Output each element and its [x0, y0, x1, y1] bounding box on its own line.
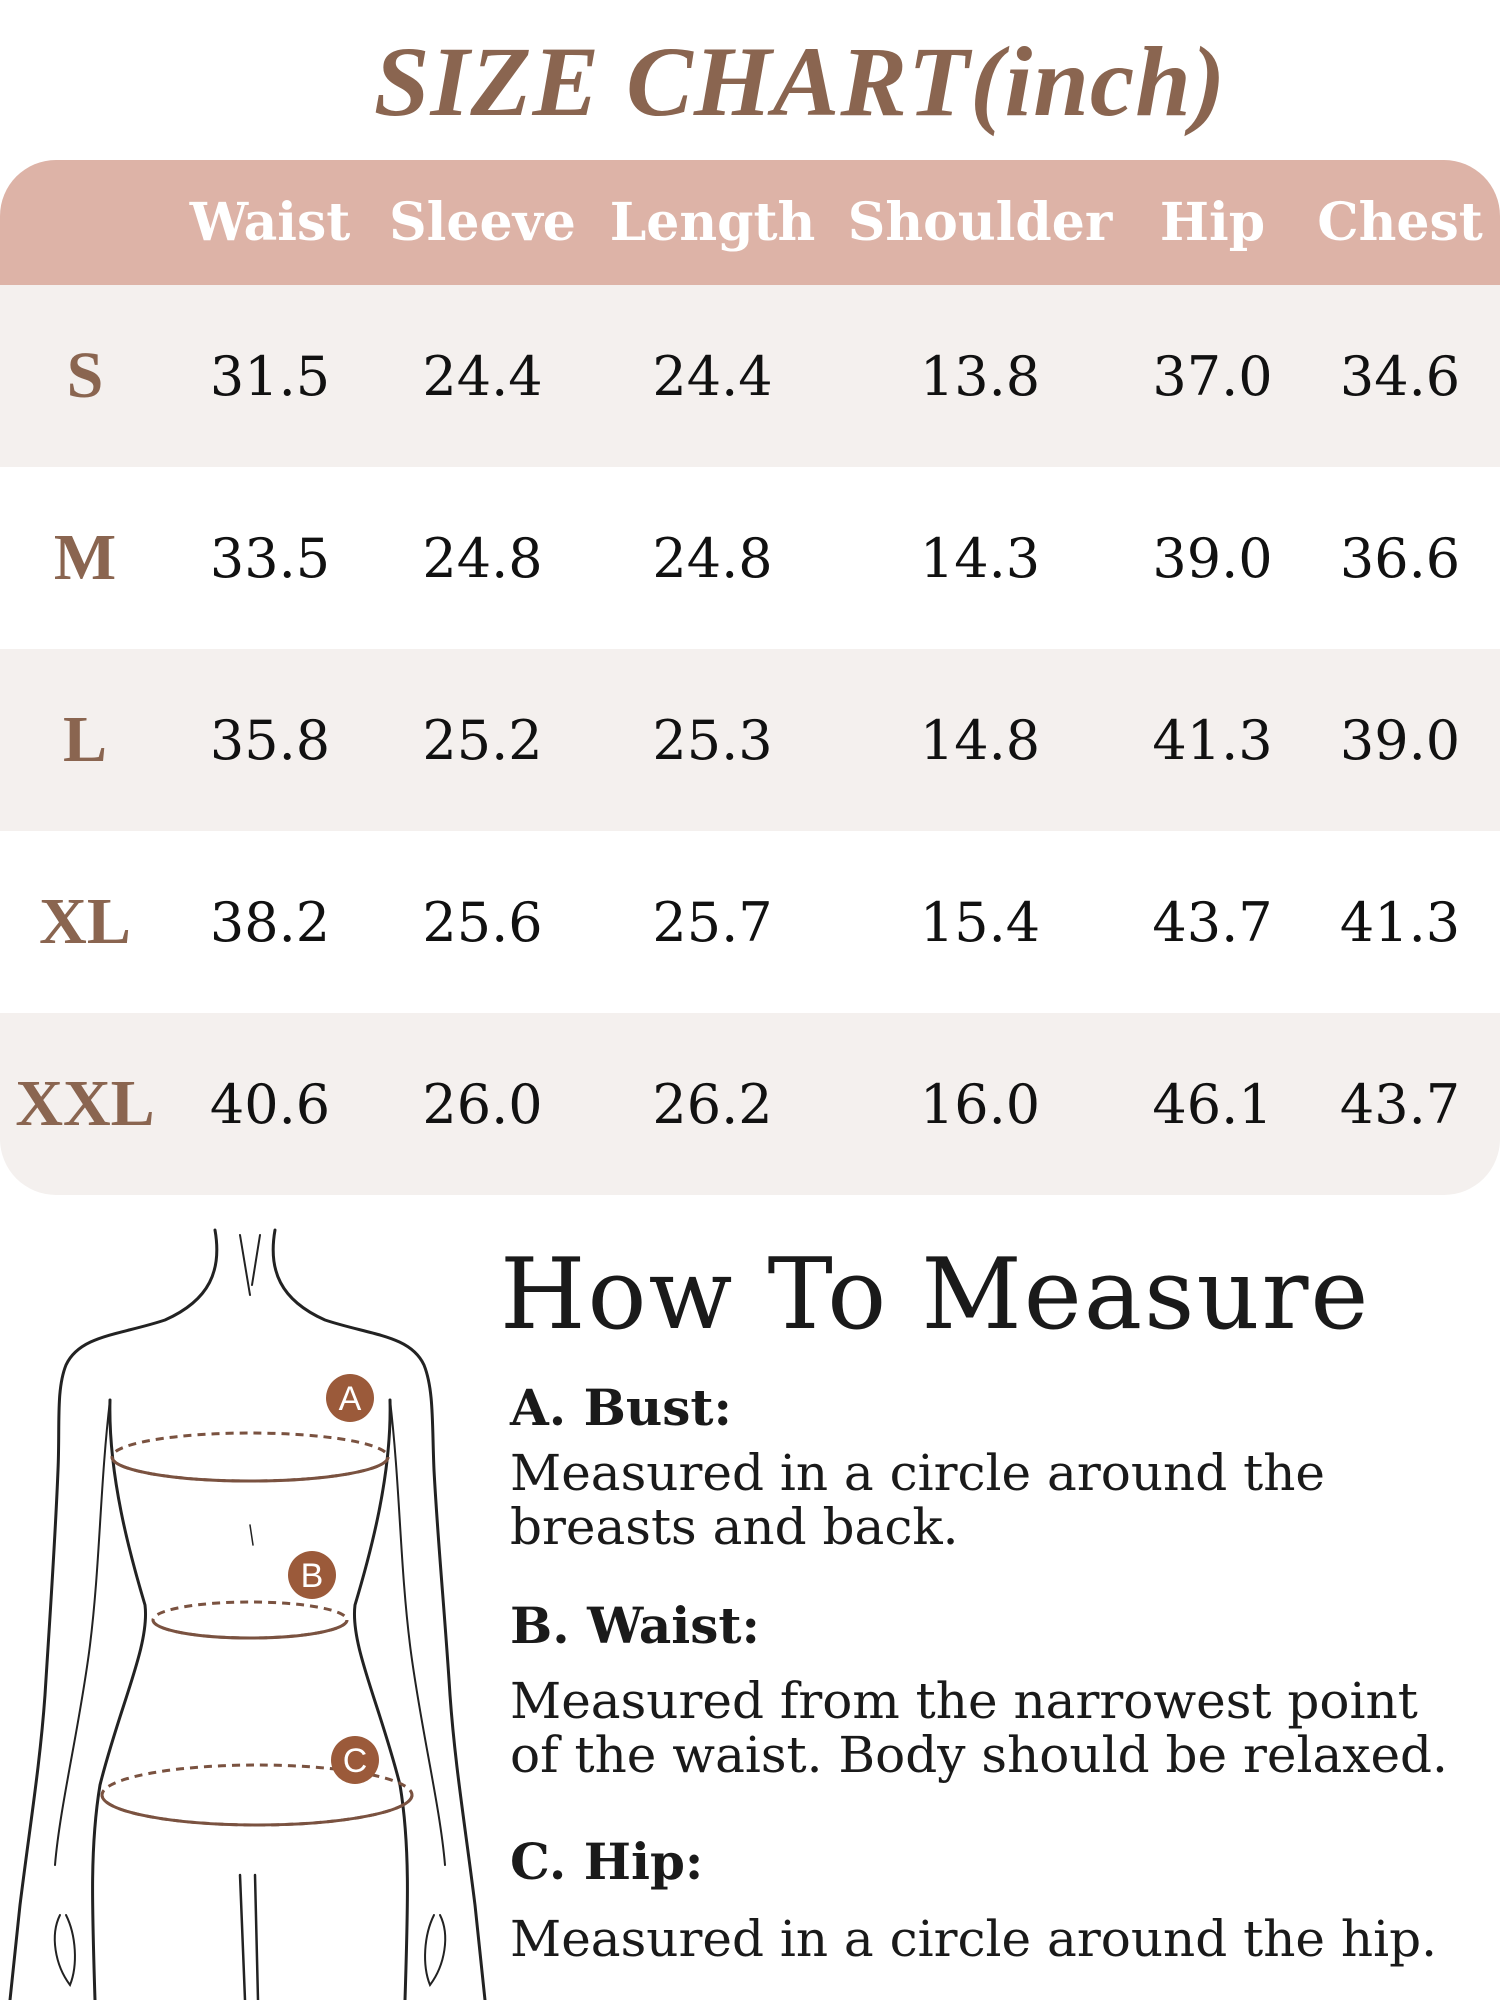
- table-cell: 35.8: [209, 708, 331, 772]
- hip-description: [510, 1912, 1500, 1966]
- table-cell: 41.3: [1339, 890, 1461, 954]
- table-cell: 14.8: [919, 708, 1041, 772]
- table-cell: 31.5: [209, 344, 331, 408]
- table-cell: 14.3: [919, 526, 1041, 590]
- bust-label: A. Bust:: [510, 1378, 732, 1437]
- size-label: XXL: [15, 1067, 155, 1140]
- table-cell: 43.7: [1152, 890, 1273, 954]
- table-cell: 40.6: [209, 1072, 331, 1136]
- size-label: S: [66, 339, 104, 412]
- size-label: M: [53, 521, 117, 594]
- column-header-shoulder: Shoulder: [847, 192, 1113, 253]
- table-cell: 24.4: [652, 344, 773, 408]
- table-cell: 43.7: [1339, 1072, 1461, 1136]
- column-header-waist: Waist: [189, 192, 351, 253]
- column-header-chest: Chest: [1317, 192, 1483, 253]
- table-cell: 24.8: [422, 526, 543, 590]
- column-header-hip: Hip: [1159, 192, 1266, 253]
- waist-description-line: Measured from the narrowest point: [510, 1672, 1418, 1730]
- table-cell: 25.3: [652, 708, 773, 772]
- waist-description-line: of the waist. Body should be relaxed.: [510, 1726, 1448, 1784]
- column-header-length: Length: [609, 192, 816, 253]
- waist-label: B. Waist:: [510, 1596, 760, 1655]
- table-cell: 25.2: [422, 708, 543, 772]
- how-to-measure-title: How To Measure: [500, 1238, 1371, 1352]
- table-cell: 16.0: [919, 1072, 1041, 1136]
- table-cell: 41.3: [1152, 708, 1273, 772]
- table-cell: 39.0: [1339, 708, 1461, 772]
- hip-label: C. Hip:: [510, 1832, 704, 1891]
- table-cell: 26.2: [652, 1072, 773, 1136]
- column-header-sleeve: Sleeve: [389, 192, 576, 253]
- table-cell: 33.5: [209, 526, 331, 590]
- table-cell: 37.0: [1152, 344, 1273, 408]
- table-cell: 38.2: [209, 890, 331, 954]
- waist-description: [510, 1674, 1500, 1782]
- table-cell: 25.7: [652, 890, 773, 954]
- table-cell: 26.0: [422, 1072, 543, 1136]
- size-label: L: [62, 703, 108, 776]
- marker-a-label: A: [338, 1380, 362, 1418]
- bust-description-line: Measured in a circle around the: [510, 1444, 1326, 1502]
- body-figure-illustration: [0, 1225, 500, 2000]
- table-cell: 34.6: [1339, 344, 1461, 408]
- table-cell: 24.8: [652, 526, 773, 590]
- bust-description-line: breasts and back.: [510, 1498, 959, 1556]
- table-cell: 46.1: [1152, 1072, 1273, 1136]
- size-label: XL: [39, 885, 131, 958]
- table-cell: 25.6: [422, 890, 543, 954]
- table-cell: 13.8: [919, 344, 1041, 408]
- table-cell: 15.4: [919, 890, 1041, 954]
- bust-description: [510, 1446, 1500, 1554]
- marker-c-label: C: [342, 1742, 368, 1780]
- hip-description-line: Measured in a circle around the hip.: [510, 1910, 1438, 1968]
- table-cell: 24.4: [422, 344, 543, 408]
- table-cell: 39.0: [1152, 526, 1273, 590]
- table-cell: 36.6: [1339, 526, 1461, 590]
- page-title: SIZE CHART(inch): [373, 26, 1227, 137]
- marker-b-label: B: [300, 1557, 324, 1595]
